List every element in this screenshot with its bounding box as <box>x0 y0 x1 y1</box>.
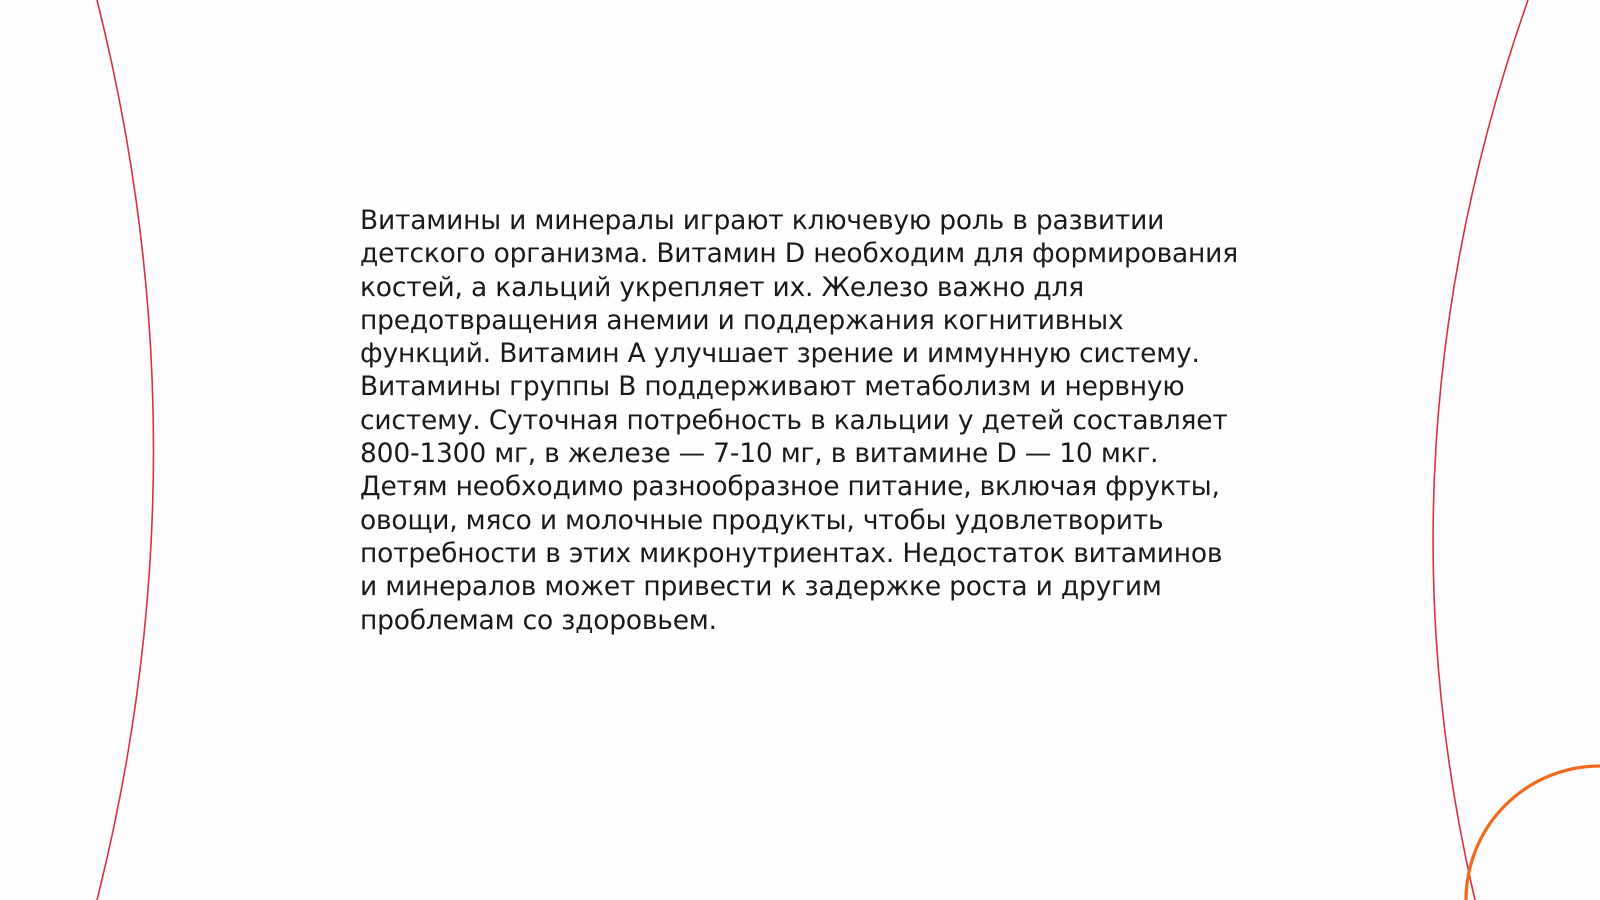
body-paragraph: Витамины и минералы играют ключевую роль в развитии детского организма. Витамин D необходим для формирования костей, а кальций укрепляет их. Железо важно для предотвращения анемии и поддержания когнитивных функций. Витамин A улучшает зрение и иммунную систему. Витамины группы B поддерживают метаболизм и нервную систему. Суточная потребность в кальции у детей составляет 800-1300 мг, в железе — 7-10 мг, в витамине D — 10 мкг. Детям необходимо разнообразное питание, включая фрукты, овощи, мясо и молочные продукты, чтобы удовлетворить потребности в этих микронутриентах. Недостаток витаминов и минералов может привести к задержке роста и другим проблемам со здоровьем. <box>360 205 1238 636</box>
orange-circle <box>1466 766 1600 900</box>
right-arc <box>1433 0 1528 900</box>
left-arc <box>97 0 154 900</box>
